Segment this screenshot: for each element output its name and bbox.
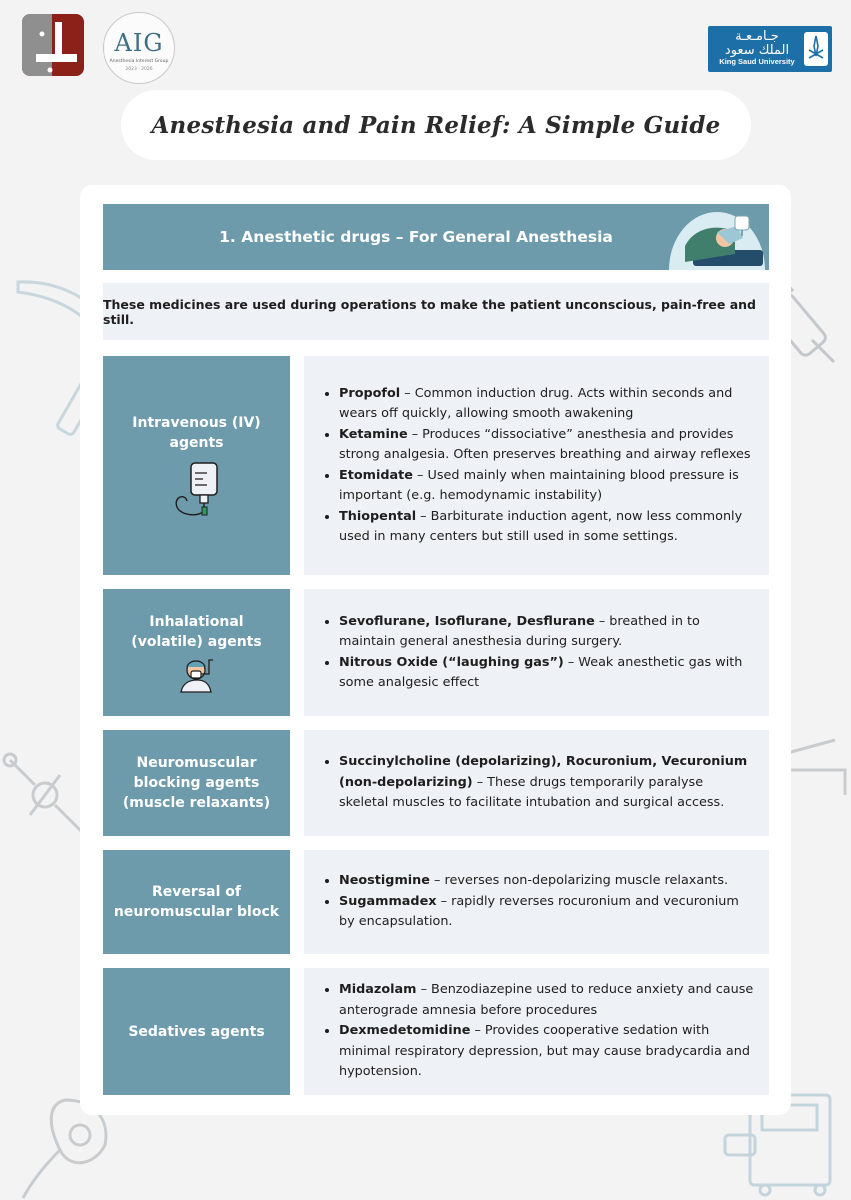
ksu-logo xyxy=(708,26,832,72)
list-item xyxy=(339,752,755,814)
list-item xyxy=(339,612,755,653)
drug-description: – Used mainly when maintaining blood pressure is important (e.g. hemodynamic instability) xyxy=(339,467,739,503)
drug-description: – These drugs temporarily paralyse skeletal muscles to facilitate intubation and surgical access. xyxy=(339,774,725,811)
drug-list xyxy=(304,384,769,548)
row-label-text: Reversal of neuromuscular block xyxy=(113,884,280,920)
anesthesia-mask-patient-icon xyxy=(177,656,217,694)
drug-list xyxy=(304,752,769,814)
row-content-inhalational-agents xyxy=(304,589,769,716)
row-label-sedatives xyxy=(103,968,290,1095)
drug-name: Propofol xyxy=(339,385,401,401)
section-header xyxy=(103,204,769,270)
row-label-text: Sedatives agents xyxy=(128,1023,265,1040)
list-item xyxy=(339,892,755,933)
ksu-arabic-line1: جـامـعـة xyxy=(735,29,779,44)
aig-logo-mark: AIG xyxy=(114,29,164,57)
row-content-iv-agents xyxy=(304,356,769,575)
drug-name: Succinylcholine (depolarizing), Rocuronium, Vecuronium (non-depolarizing) xyxy=(339,754,748,790)
anesthesia-scene-illustration xyxy=(665,206,765,270)
list-item xyxy=(339,507,755,548)
aig-logo-years: 2023 · 2026 xyxy=(125,67,153,72)
drug-description: – Barbiturate induction agent, now less commonly used in many centers but still used in some settings. xyxy=(339,508,743,544)
ksu-arabic-line2: الملك سعود xyxy=(724,43,790,58)
drug-description: – Benzodiazepine used to reduce anxiety and cause anterograde amnesia before procedures xyxy=(339,982,754,1018)
row-label-reversal xyxy=(103,850,290,954)
row-label-neuromuscular-blocking xyxy=(103,730,290,836)
row-content-neuromuscular-blocking xyxy=(304,730,769,836)
row-content-sedatives xyxy=(304,968,769,1095)
list-item xyxy=(339,384,755,425)
title-pill xyxy=(121,90,751,160)
drug-name: Ketamine xyxy=(339,426,408,442)
drug-name: Thiopental xyxy=(339,508,417,524)
drug-name: Etomidate xyxy=(339,467,413,483)
ksu-emblem-icon xyxy=(804,32,828,66)
row-content-reversal xyxy=(304,850,769,954)
list-item xyxy=(339,466,755,507)
row-label-inhalational-agents xyxy=(103,589,290,716)
drug-description: – Common induction drug. Acts within seconds and wears off quickly, allowing smooth awakening xyxy=(339,385,733,421)
drug-name: Sugammadex xyxy=(339,893,437,909)
section-intro-text: These medicines are used during operations to make the patient unconscious, pain-free and still. xyxy=(103,296,756,327)
drug-description: – Provides cooperative sedation with minimal respiratory depression, but may cause bradycardia and hypotension. xyxy=(339,1023,750,1080)
drug-name: Sevoflurane, Isoflurane, Desflurane xyxy=(339,613,595,629)
teb-logo-mark xyxy=(22,14,84,76)
row-label-text: Inhalational (volatile) agents xyxy=(131,613,262,650)
list-item xyxy=(339,425,755,466)
list-item xyxy=(339,980,755,1021)
aig-logo-subtitle: Anesthesia Interest Group xyxy=(109,59,169,64)
iv-bag-icon xyxy=(167,461,227,519)
teb-logo xyxy=(22,14,84,76)
drug-list xyxy=(304,871,769,933)
page-title: Anesthesia and Pain Relief: A Simple Guide xyxy=(151,111,721,139)
list-item xyxy=(339,653,755,694)
section-heading: 1. Anesthetic drugs – For General Anesthesia xyxy=(219,228,613,246)
row-label-text: Intravenous (IV) agents xyxy=(132,414,261,451)
aig-logo xyxy=(103,12,175,84)
list-item xyxy=(339,871,755,892)
drug-list xyxy=(304,612,769,694)
drug-description: – rapidly reverses rocuronium and vecuronium by encapsulation. xyxy=(339,893,739,930)
drug-description: – breathed in to maintain general anesthesia during surgery. xyxy=(339,613,700,649)
drug-description: – Produces “dissociative” anesthesia and provides strong analgesia. Often preserves breathing and airway reflexes xyxy=(339,426,751,462)
section-intro xyxy=(103,283,769,340)
drug-description: – Weak anesthetic gas with some analgesic effect xyxy=(339,654,743,690)
drug-description: – reverses non-depolarizing muscle relaxants. xyxy=(429,873,729,889)
ksu-logo-english: King Saud University xyxy=(719,57,795,66)
row-label-iv-agents xyxy=(103,356,290,575)
row-label-text: Neuromuscular blocking agents (muscle relaxants) xyxy=(122,755,271,811)
drug-name: Neostigmine xyxy=(339,873,430,889)
drug-name: Dexmedetomidine xyxy=(339,1023,471,1039)
drug-name: Nitrous Oxide (“laughing gas”) xyxy=(339,654,564,670)
list-item xyxy=(339,1021,755,1083)
drug-name: Midazolam xyxy=(339,982,417,998)
ksu-logo-arabic xyxy=(712,30,802,58)
drug-list xyxy=(304,980,769,1083)
